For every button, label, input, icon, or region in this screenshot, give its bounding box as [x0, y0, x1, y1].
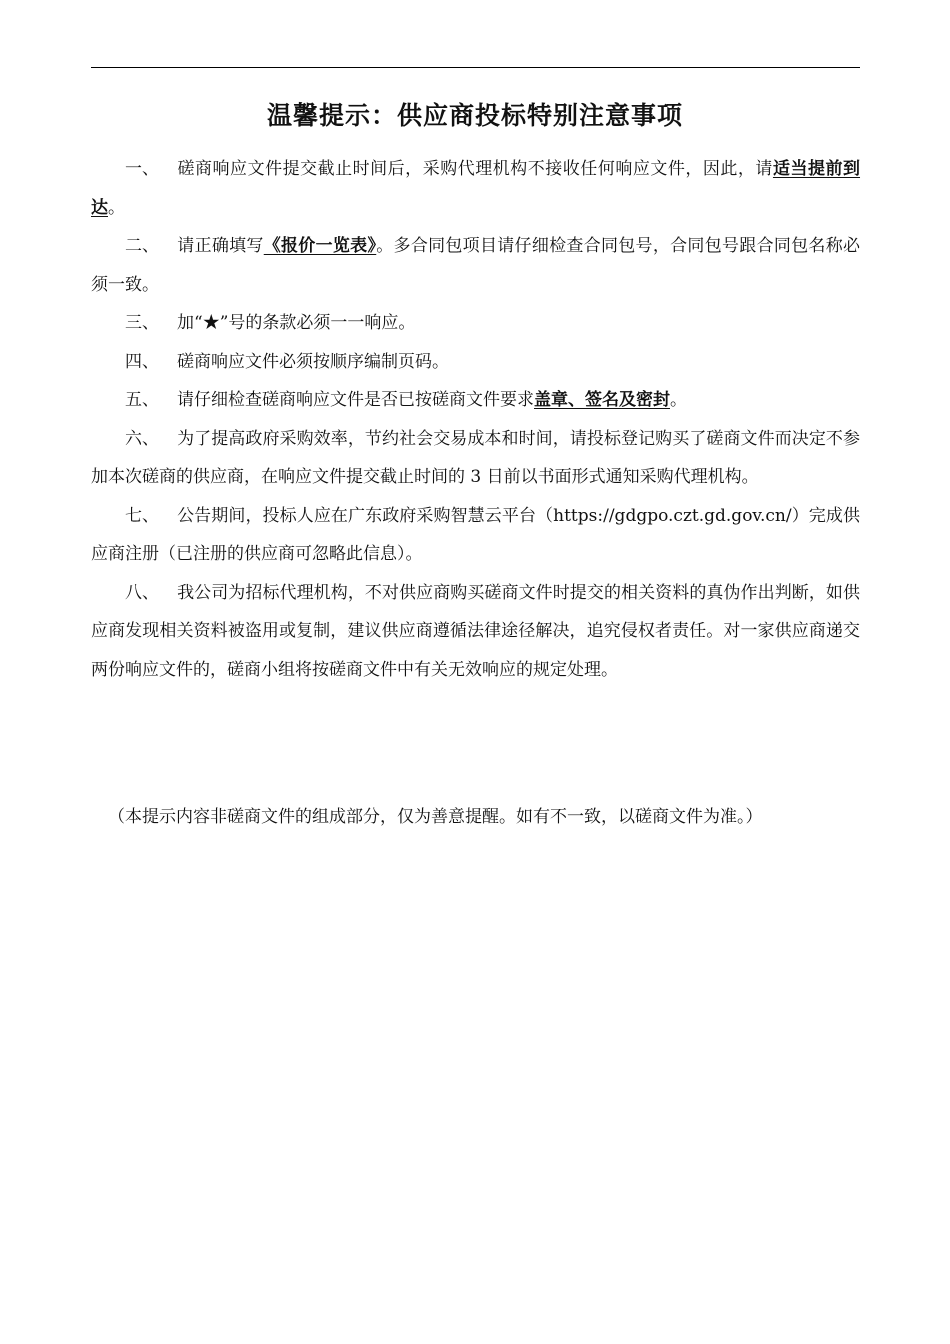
list-item-7 [91, 497, 860, 574]
list-item-5 [91, 381, 860, 420]
list-item-6 [91, 420, 860, 497]
list-item-2 [91, 227, 860, 304]
item-text: 磋商响应文件提交截止时间后，采购代理机构不接收任何响应文件，因此，请 [177, 159, 773, 179]
page-title: 温馨提示：供应商投标特别注意事项 [266, 101, 683, 130]
list-item-3 [91, 304, 860, 343]
emphasis-text: 盖章、签名及密封 [534, 390, 670, 410]
item-number: 八、 [125, 582, 159, 603]
item-text: 加“★”号的条款必须一一响应。 [177, 313, 416, 333]
item-text: 公告期间，投标人应在广东政府采购智慧云平台（https://gdgpo.czt.gd.gov.cn/）完成供应商注册（已注册的供应商可忽略此信息）。 [91, 505, 860, 564]
item-number: 四、 [125, 351, 159, 372]
item-text: 请仔细检查磋商响应文件是否已按磋商文件要求 [177, 390, 534, 410]
item-text: 磋商响应文件必须按顺序编制页码。 [177, 351, 449, 372]
item-text: 为了提高政府采购效率，节约社会交易成本和时间，请投标登记购买了磋商文件而决定不参加本次磋商的供应商，在响应文件提交截止时间的 3 日前以书面形式通知采购代理机构。 [91, 428, 860, 487]
item-number: 一、 [125, 159, 159, 179]
item-number: 三、 [125, 313, 159, 333]
item-text: 请正确填写 [177, 236, 264, 256]
item-text: 。 [670, 390, 687, 410]
item-text: 。 [108, 197, 125, 218]
item-number: 七、 [125, 505, 159, 526]
item-number: 五、 [125, 390, 159, 410]
item-number: 二、 [125, 236, 159, 256]
item-number: 六、 [125, 428, 159, 449]
list-item-8 [91, 574, 860, 690]
footnote: （本提示内容非磋商文件的组成部分，仅为善意提醒。如有不一致，以磋商文件为准。） [108, 807, 763, 827]
header-rule [91, 67, 860, 68]
emphasis-text: 《报价一览表》 [263, 236, 377, 256]
item-text: 我公司为招标代理机构，不对供应商购买磋商文件时提交的相关资料的真伪作出判断，如供应商发现相关资料被盗用或复制，建议供应商遵循法律途径解决，追究侵权者责任。对一家供应商递交两份响应文件的，磋商小组将按磋商文件中有关无效响应的规定处理。 [91, 582, 860, 680]
emphasis-text: 适当提前到达 [91, 159, 861, 218]
list-item-1 [91, 150, 860, 227]
notice-list [91, 150, 860, 689]
list-item-4 [91, 343, 860, 382]
item-text: 。多合同包项目请仔细检查合同包号，合同包号跟合同包名称必须一致。 [91, 236, 861, 295]
